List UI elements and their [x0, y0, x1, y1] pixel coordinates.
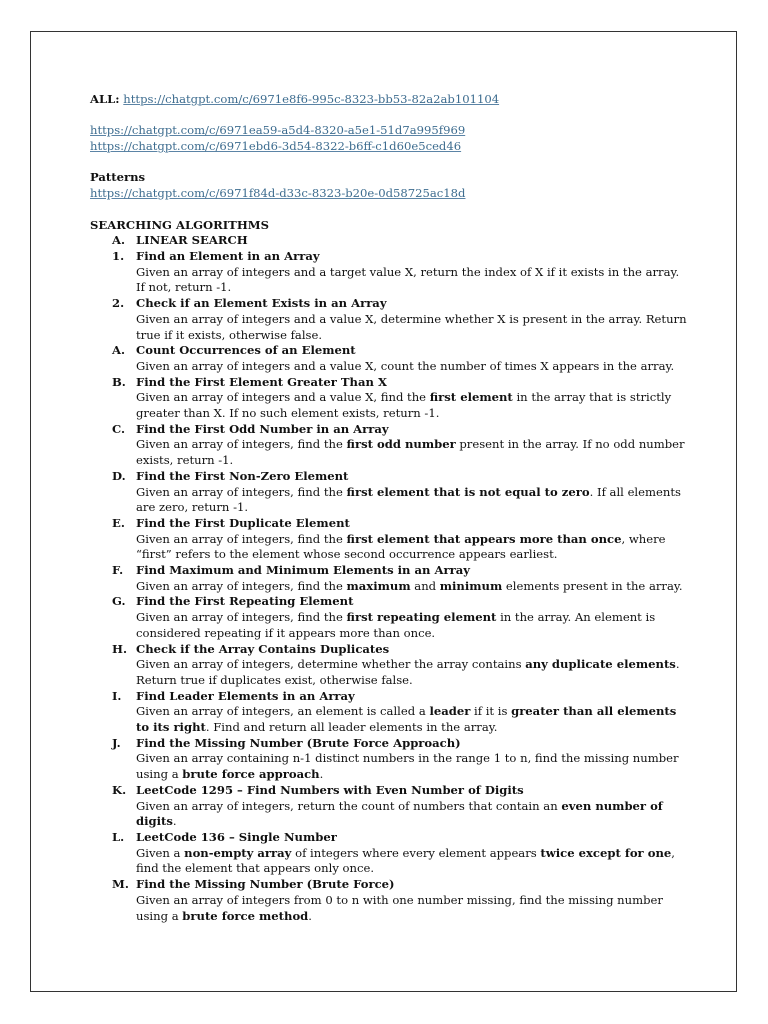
- section-subtitle: [90, 233, 690, 249]
- list-marker: F.: [112, 563, 124, 578]
- list-marker: I.: [112, 688, 122, 703]
- description-text: Given an array of integers and a target value X, return the index of X if it exists in the array. If not, return -1.: [136, 264, 680, 295]
- description-text: Given an array of integers, return the count of numbers that contain an: [136, 798, 562, 813]
- item-description: [136, 799, 690, 830]
- description-text: Given an array of integers from 0 to n with one number missing, find the missing number using a: [136, 892, 663, 923]
- list-marker: B.: [112, 374, 126, 389]
- description-text: Given an array of integers, determine whether the array contains: [136, 657, 526, 672]
- description-text: Given an array of integers and a value X, find the: [136, 390, 430, 405]
- list-item: [90, 563, 690, 594]
- emphasis-text: first element that appears more than once: [346, 531, 622, 546]
- list-marker: A.: [112, 343, 126, 358]
- list-item: [90, 736, 690, 783]
- all-label: ALL:: [90, 92, 120, 106]
- emphasis-text: first odd number: [346, 437, 456, 452]
- item-description: [136, 532, 690, 563]
- item-description: [136, 704, 690, 735]
- item-title: Find Maximum and Minimum Elements in an Array: [136, 563, 470, 578]
- list-item: [90, 249, 690, 296]
- item-description: [136, 312, 690, 343]
- item-title: Count Occurrences of an Element: [136, 343, 356, 358]
- list-marker: 1.: [112, 248, 125, 263]
- list-item: [90, 516, 690, 563]
- emphasis-text: first repeating element: [346, 610, 497, 625]
- emphasis-text: twice except for one: [540, 845, 672, 860]
- item-title: Check if an Element Exists in an Array: [136, 296, 387, 311]
- description-text: and: [410, 578, 440, 593]
- emphasis-text: brute force method: [182, 908, 309, 923]
- link-row: [90, 186, 690, 202]
- item-description: [136, 485, 690, 516]
- item-description: [136, 437, 690, 468]
- list-marker: 2.: [112, 296, 125, 311]
- item-description: [136, 265, 690, 296]
- description-text: . Find and return all leader elements in the array.: [205, 720, 498, 735]
- item-title: Find the First Duplicate Element: [136, 515, 350, 530]
- patterns-link[interactable]: https://chatgpt.com/c/6971f84d-d33c-8323-b20e-0d58725ac18d: [90, 186, 466, 201]
- item-description: [136, 893, 690, 924]
- description-text: Given an array of integers and a value X, count the number of times X appears in the array.: [136, 358, 675, 373]
- item-title: Find an Element in an Array: [136, 248, 320, 263]
- description-text: .: [308, 908, 312, 923]
- item-title: Find Leader Elements in an Array: [136, 688, 355, 703]
- description-text: of integers where every element appears: [291, 845, 541, 860]
- item-description: [136, 846, 690, 877]
- list-item: [90, 830, 690, 877]
- item-description: [136, 579, 690, 595]
- description-text: .: [172, 814, 177, 829]
- all-link-row: [90, 92, 690, 108]
- list-item: [90, 296, 690, 343]
- list-item: [90, 783, 690, 830]
- item-title: Find the Missing Number (Brute Force): [136, 877, 395, 892]
- description-text: present in the array. If no odd number exists, return -1.: [136, 437, 685, 468]
- item-title: Find the First Repeating Element: [136, 594, 354, 609]
- description-text: if it is: [470, 704, 512, 719]
- description-text: Given an array of integers, an element is called a: [136, 704, 430, 719]
- description-text: Given an array containing n-1 distinct numbers in the range 1 to n, find the missing number using a: [136, 751, 679, 782]
- list-marker: A.: [112, 233, 126, 248]
- description-text: Given an array of integers, find the: [136, 531, 347, 546]
- emphasis-text: non-empty array: [184, 845, 292, 860]
- item-description: [136, 390, 690, 421]
- description-text: , where “first” refers to the element whose second occurrence appears earliest.: [136, 531, 666, 562]
- description-text: in the array. An element is considered repeating if it appears more than once.: [136, 610, 656, 640]
- link-row: [90, 123, 690, 139]
- description-text: .: [319, 767, 324, 782]
- list-item: [90, 422, 690, 469]
- description-text: in the array that is strictly greater than X. If no such element exists, return -1.: [136, 390, 672, 421]
- item-description: [136, 751, 690, 782]
- chat-link-2[interactable]: https://chatgpt.com/c/6971ebd6-3d54-8322-b6ff-c1d60e5ced46: [90, 139, 462, 154]
- subtitle-text: LINEAR SEARCH: [136, 233, 248, 248]
- item-description: [136, 657, 690, 688]
- list-marker: H.: [112, 641, 127, 656]
- list-item: [90, 689, 690, 736]
- patterns-label: Patterns: [90, 170, 146, 185]
- item-title: Find the Missing Number (Brute Force Approach): [136, 735, 461, 750]
- item-description: [136, 610, 690, 641]
- description-text: Given an array of integers and a value X, determine whether X is present in the array. Return true if it exists, otherwise false.: [136, 311, 687, 342]
- item-title: Find the First Odd Number in an Array: [136, 421, 389, 436]
- emphasis-text: any duplicate elements: [525, 657, 676, 672]
- list-marker: L.: [112, 830, 125, 844]
- list-item: [90, 469, 690, 516]
- document-body: [90, 92, 690, 924]
- description-text: . If all elements are zero, return -1.: [136, 484, 681, 515]
- emphasis-text: greater than all elements to its right: [136, 704, 677, 735]
- spacer: [90, 155, 690, 171]
- list-item: [90, 642, 690, 689]
- spacer: [90, 202, 690, 218]
- item-title: Find the First Element Greater Than X: [136, 374, 387, 389]
- emphasis-text: maximum: [346, 578, 411, 593]
- item-description: [136, 359, 690, 375]
- item-title: LeetCode 1295 – Find Numbers with Even Number of Digits: [136, 782, 524, 797]
- list-marker: M.: [112, 877, 129, 892]
- description-text: Given a: [136, 845, 185, 860]
- description-text: Given an array of integers, find the: [136, 610, 347, 625]
- item-title: LeetCode 136 – Single Number: [136, 830, 337, 844]
- chat-link-1[interactable]: https://chatgpt.com/c/6971ea59-a5d4-8320-a5e1-51d7a995f969: [90, 123, 466, 138]
- description-text: . Return true if duplicates exist, otherwise false.: [136, 657, 680, 687]
- emphasis-text: first element that is not equal to zero: [346, 484, 590, 499]
- description-text: , find the element that appears only once.: [136, 845, 675, 876]
- list-marker: C.: [112, 421, 126, 436]
- list-item: [90, 375, 690, 422]
- list-marker: E.: [112, 515, 125, 530]
- list-item: [90, 343, 690, 374]
- emphasis-text: brute force approach: [182, 767, 320, 782]
- item-title: Find the First Non-Zero Element: [136, 468, 349, 483]
- list-item: [90, 877, 690, 924]
- emphasis-text: first element: [429, 390, 513, 405]
- description-text: Given an array of integers, find the: [136, 484, 347, 499]
- list-marker: D.: [112, 468, 126, 483]
- emphasis-text: even number of digits: [136, 798, 663, 829]
- list-marker: J.: [112, 735, 121, 750]
- list-marker: G.: [112, 594, 126, 609]
- section-title: SEARCHING ALGORITHMS: [90, 217, 269, 232]
- all-link[interactable]: https://chatgpt.com/c/6971e8f6-995c-8323-bb53-82a2ab101104: [123, 92, 500, 106]
- list-item: [90, 594, 690, 641]
- link-row: [90, 139, 690, 155]
- item-title: Check if the Array Contains Duplicates: [136, 641, 390, 656]
- description-text: Given an array of integers, find the: [136, 578, 347, 593]
- description-text: Given an array of integers, find the: [136, 437, 347, 452]
- emphasis-text: minimum: [439, 578, 503, 593]
- spacer: [90, 108, 690, 124]
- problem-list: [90, 249, 690, 924]
- list-marker: K.: [112, 782, 127, 797]
- emphasis-text: leader: [429, 704, 471, 719]
- description-text: elements present in the array.: [502, 578, 683, 593]
